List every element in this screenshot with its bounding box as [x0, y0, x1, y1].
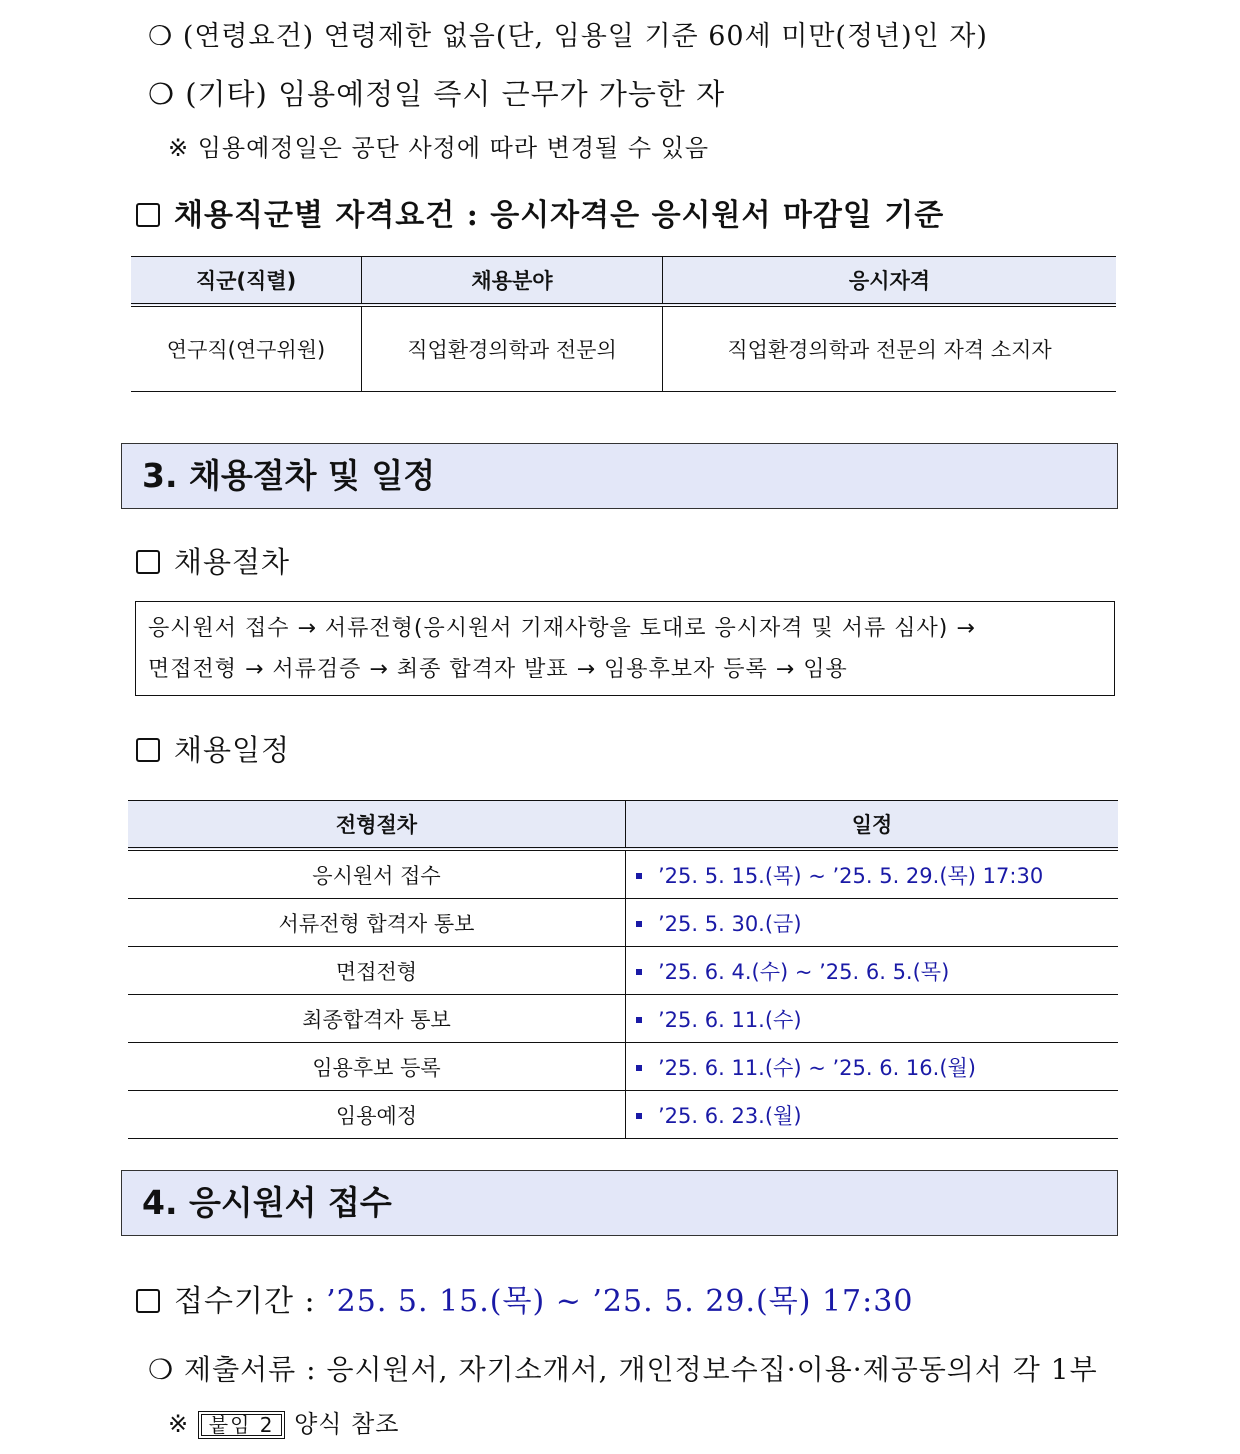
square-bullet-icon [636, 873, 642, 879]
other-requirement: ❍ (기타) 임용예정일 즉시 근무가 가능한 자 [148, 77, 726, 111]
section-4-title: 4. 응시원서 접수 [121, 1170, 1118, 1236]
square-bullet-icon [636, 1065, 642, 1071]
schedule-table [128, 800, 1118, 1139]
period-value: ’25. 5. 15.(목) ~ ’25. 5. 29.(목) 17:30 [326, 1284, 914, 1319]
column-header: 전형절차 [128, 801, 626, 850]
table-row [128, 899, 1118, 947]
procedure-heading: 채용절차 [136, 540, 290, 581]
table-row [128, 1043, 1118, 1091]
schedule-date: ’25. 6. 4.(수) ~ ’25. 6. 5.(목) [626, 947, 1119, 995]
table-row [128, 849, 1118, 899]
schedule-step: 응시원서 접수 [128, 849, 626, 899]
age-requirement: ❍ (연령요건) 연령제한 없음(단, 임용일 기준 60세 미만(정년)인 자) [148, 21, 988, 52]
circle-bullet-icon: ❍ [148, 21, 174, 52]
checkbox-square-icon [136, 1289, 160, 1313]
procedure-line: 면접전형 → 서류검증 → 최종 합격자 발표 → 임용후보자 등록 → 임용 [148, 657, 848, 682]
table-row [131, 305, 1116, 392]
documents-note: ※ 붙임 2 양식 참조 [168, 1410, 400, 1438]
square-bullet-icon [636, 921, 642, 927]
schedule-date: ’25. 5. 30.(금) [626, 899, 1119, 947]
qualification-table [131, 256, 1116, 392]
table-header-row [128, 801, 1118, 850]
schedule-step: 면접전형 [128, 947, 626, 995]
square-bullet-icon [636, 1017, 642, 1023]
circle-bullet-icon: ❍ [148, 1353, 175, 1386]
schedule-step: 임용후보 등록 [128, 1043, 626, 1091]
schedule-date: ’25. 6. 11.(수) [626, 995, 1119, 1043]
table-header-row [131, 257, 1116, 306]
schedule-step: 최종합격자 통보 [128, 995, 626, 1043]
section-3-title: 3. 채용절차 및 일정 [121, 443, 1118, 509]
qualification-heading: 채용직군별 자격요건 : 응시자격은 응시원서 마감일 기준 [136, 190, 944, 234]
reference-mark-icon: ※ [168, 134, 190, 162]
required-documents: ❍ 제출서류 : 응시원서, 자기소개서, 개인정보수집·이용·제공동의서 각 1부 [148, 1353, 1098, 1386]
square-bullet-icon [636, 969, 642, 975]
other-note: ※ 임용예정일은 공단 사정에 따라 변경될 수 있음 [168, 134, 710, 162]
attachment-2-link[interactable]: 붙임 2 [198, 1411, 286, 1439]
schedule-date: ’25. 5. 15.(목) ~ ’25. 5. 29.(목) 17:30 [626, 849, 1119, 899]
column-header: 채용분야 [362, 257, 663, 306]
schedule-step: 임용예정 [128, 1091, 626, 1139]
table-cell: 직업환경의학과 전문의 [362, 305, 663, 392]
square-bullet-icon [636, 1113, 642, 1119]
schedule-step: 서류전형 합격자 통보 [128, 899, 626, 947]
column-header: 직군(직렬) [131, 257, 362, 306]
procedure-line: 응시원서 접수 → 서류전형(응시원서 기재사항을 토대로 응시자격 및 서류 심사) → [148, 616, 976, 641]
checkbox-square-icon [136, 550, 160, 574]
application-period: 접수기간 : ’25. 5. 15.(목) ~ ’25. 5. 29.(목) 17:30 [136, 1276, 913, 1320]
reference-mark-icon: ※ [168, 1410, 190, 1438]
checkbox-square-icon [136, 738, 160, 762]
column-header: 응시자격 [663, 257, 1117, 306]
circle-bullet-icon: ❍ [148, 77, 175, 111]
schedule-date: ’25. 6. 11.(수) ~ ’25. 6. 16.(월) [626, 1043, 1119, 1091]
column-header: 일정 [626, 801, 1119, 850]
schedule-heading: 채용일정 [136, 728, 290, 769]
procedure-box [135, 601, 1115, 696]
table-cell: 연구직(연구위원) [131, 305, 362, 392]
table-row [128, 995, 1118, 1043]
table-row [128, 947, 1118, 995]
checkbox-square-icon [136, 203, 160, 227]
table-row [128, 1091, 1118, 1139]
schedule-date: ’25. 6. 23.(월) [626, 1091, 1119, 1139]
table-cell: 직업환경의학과 전문의 자격 소지자 [663, 305, 1117, 392]
